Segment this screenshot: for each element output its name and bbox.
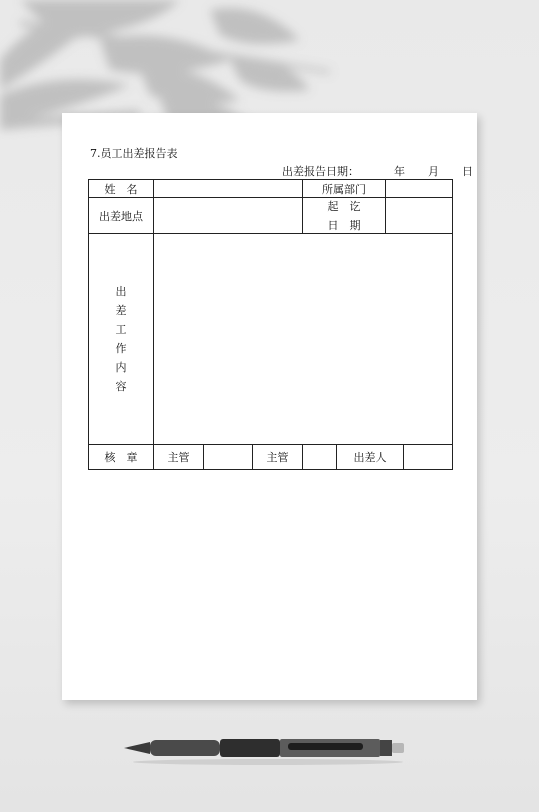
document-title: 7.员工出差报告表 — [90, 147, 178, 160]
business-trip-report-form — [88, 179, 453, 470]
work-content-char-4: 作 — [115, 342, 127, 355]
name-field[interactable] — [154, 180, 303, 198]
work-content-field[interactable] — [154, 234, 453, 445]
traveler-label: 出差人 — [337, 445, 404, 470]
work-content-char-3: 工 — [115, 323, 127, 336]
name-label: 姓 名 — [89, 180, 154, 198]
supervisor-signature-1[interactable] — [204, 445, 253, 470]
location-field[interactable] — [154, 198, 303, 234]
report-date-line — [282, 163, 473, 179]
report-date-label: 出差报告日期： — [282, 165, 359, 178]
report-date-year: 年 — [394, 165, 405, 178]
work-content-char-1: 出 — [115, 285, 127, 298]
work-content-char-2: 差 — [115, 304, 127, 317]
supervisor-label-2: 主管 — [253, 445, 303, 470]
location-label: 出差地点 — [89, 198, 154, 234]
supervisor-label-1: 主管 — [154, 445, 204, 470]
supervisor-signature-2[interactable] — [303, 445, 337, 470]
report-date-day: 日 — [462, 165, 473, 178]
period-label-line1: 起 讫 — [327, 200, 361, 213]
period-field[interactable] — [386, 198, 453, 234]
work-content-char-6: 容 — [115, 380, 127, 393]
work-content-label — [89, 234, 154, 445]
period-label-line2: 日 期 — [327, 219, 361, 232]
approval-label: 核 章 — [89, 445, 154, 470]
department-field[interactable] — [386, 180, 453, 198]
report-date-month: 月 — [428, 165, 439, 178]
paper-sheet — [62, 113, 477, 700]
period-label — [303, 198, 386, 234]
work-content-char-5: 内 — [115, 361, 127, 374]
department-label: 所属部门 — [303, 180, 386, 198]
traveler-signature[interactable] — [404, 445, 453, 470]
pen-decoration — [120, 728, 410, 768]
